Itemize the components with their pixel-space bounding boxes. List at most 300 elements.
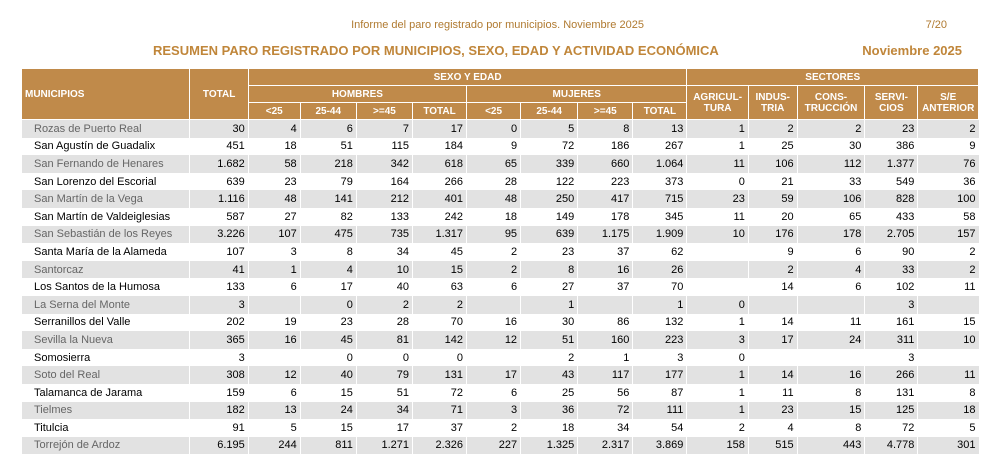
cell-agricultura: 1 (687, 120, 748, 138)
cell-industria: 176 (748, 226, 797, 244)
cell-servicios: 2.705 (865, 226, 918, 244)
cell-m-ge45: 417 (578, 190, 633, 208)
report-header (0, 19, 995, 33)
cell-total: 365 (190, 331, 248, 349)
municipios-table (21, 68, 979, 454)
cell-m-25-44: 27 (521, 278, 578, 296)
cell-h-25-44: 24 (300, 402, 356, 420)
cell-total: 182 (190, 402, 248, 420)
report-title: RESUMEN PARO REGISTRADO POR MUNICIPIOS, SEXO, EDAD Y ACTIVIDAD ECONÓMICA (153, 43, 719, 58)
header-construccion: CONS- TRUCCIÓN (797, 86, 865, 120)
cell-agricultura: 2 (687, 419, 748, 437)
cell-m-ge45 (578, 296, 633, 314)
header-mujeres: MUJERES (467, 86, 687, 103)
cell-municipio: San Agustín de Guadalix (22, 138, 190, 156)
cell-h-25-44: 79 (300, 173, 356, 191)
cell-industria: 23 (748, 402, 797, 420)
table-row (22, 278, 979, 296)
header-h-25-44: 25-44 (300, 103, 356, 120)
cell-total: 308 (190, 366, 248, 384)
cell-agricultura: 0 (687, 349, 748, 367)
cell-servicios: 549 (865, 173, 918, 191)
cell-m-lt25: 17 (467, 366, 521, 384)
cell-servicios: 386 (865, 138, 918, 156)
cell-industria: 515 (748, 437, 797, 455)
cell-industria: 14 (748, 278, 797, 296)
cell-m-25-44: 72 (521, 138, 578, 156)
cell-total: 639 (190, 173, 248, 191)
cell-municipio: Somosierra (22, 349, 190, 367)
header-sectores: SECTORES (687, 69, 979, 86)
cell-m-lt25: 2 (467, 419, 521, 437)
cell-m-25-44: 339 (521, 155, 578, 173)
cell-m-total: 54 (633, 419, 687, 437)
header-total: TOTAL (190, 69, 248, 120)
header-h-total: TOTAL (413, 103, 467, 120)
cell-h-ge45: 28 (356, 314, 412, 332)
cell-agricultura: 1 (687, 384, 748, 402)
cell-h-lt25: 3 (248, 243, 300, 261)
cell-total: 1.682 (190, 155, 248, 173)
cell-municipio: La Serna del Monte (22, 296, 190, 314)
cell-m-25-44: 43 (521, 366, 578, 384)
table-row (22, 261, 979, 279)
cell-h-total: 401 (413, 190, 467, 208)
cell-total: 133 (190, 278, 248, 296)
cell-construccion: 11 (797, 314, 865, 332)
table-row (22, 366, 979, 384)
table-row (22, 296, 979, 314)
cell-h-ge45: 7 (356, 120, 412, 138)
table-body (22, 120, 979, 455)
cell-industria (748, 349, 797, 367)
cell-m-total: 26 (633, 261, 687, 279)
cell-h-lt25 (248, 349, 300, 367)
cell-municipio: Titulcia (22, 419, 190, 437)
cell-m-ge45: 37 (578, 278, 633, 296)
cell-m-lt25: 9 (467, 138, 521, 156)
cell-construccion: 33 (797, 173, 865, 191)
cell-total: 3 (190, 296, 248, 314)
cell-m-total: 1.064 (633, 155, 687, 173)
report-date: Noviembre 2025 (862, 43, 962, 58)
cell-m-ge45: 178 (578, 208, 633, 226)
cell-m-25-44: 1.325 (521, 437, 578, 455)
cell-m-25-44: 1 (521, 296, 578, 314)
cell-m-lt25: 65 (467, 155, 521, 173)
cell-municipio: Tielmes (22, 402, 190, 420)
cell-construccion: 178 (797, 226, 865, 244)
page-number: 7/20 (925, 19, 947, 31)
cell-construccion: 2 (797, 120, 865, 138)
table-row (22, 419, 979, 437)
cell-m-total: 373 (633, 173, 687, 191)
cell-construccion: 112 (797, 155, 865, 173)
cell-servicios: 90 (865, 243, 918, 261)
cell-servicios: 23 (865, 120, 918, 138)
cell-servicios: 1.377 (865, 155, 918, 173)
cell-agricultura: 3 (687, 331, 748, 349)
cell-h-lt25: 1 (248, 261, 300, 279)
cell-industria: 2 (748, 261, 797, 279)
cell-industria: 59 (748, 190, 797, 208)
cell-servicios: 4.778 (865, 437, 918, 455)
cell-m-25-44: 18 (521, 419, 578, 437)
header-industria: INDUS- TRIA (748, 86, 797, 120)
cell-h-lt25: 13 (248, 402, 300, 420)
cell-h-25-44: 141 (300, 190, 356, 208)
cell-m-total: 345 (633, 208, 687, 226)
cell-m-total: 70 (633, 278, 687, 296)
cell-m-lt25: 48 (467, 190, 521, 208)
cell-m-ge45: 660 (578, 155, 633, 173)
cell-h-ge45: 17 (356, 419, 412, 437)
table-row (22, 208, 979, 226)
cell-h-lt25: 48 (248, 190, 300, 208)
cell-se-anterior: 2 (918, 120, 979, 138)
cell-h-25-44: 6 (300, 120, 356, 138)
header-se-anterior: S/E ANTERIOR (918, 86, 979, 120)
cell-construccion: 6 (797, 278, 865, 296)
cell-h-lt25: 4 (248, 120, 300, 138)
cell-m-ge45: 72 (578, 402, 633, 420)
cell-h-lt25: 244 (248, 437, 300, 455)
cell-h-total: 45 (413, 243, 467, 261)
cell-h-25-44: 40 (300, 366, 356, 384)
cell-se-anterior (918, 296, 979, 314)
cell-construccion: 8 (797, 384, 865, 402)
cell-m-total: 223 (633, 331, 687, 349)
cell-h-ge45: 40 (356, 278, 412, 296)
cell-agricultura: 1 (687, 314, 748, 332)
cell-se-anterior: 9 (918, 138, 979, 156)
cell-se-anterior: 11 (918, 278, 979, 296)
cell-se-anterior: 15 (918, 314, 979, 332)
cell-h-25-44: 51 (300, 138, 356, 156)
header-sexo-edad: SEXO Y EDAD (248, 69, 687, 86)
report-title-bar (0, 43, 995, 59)
cell-municipio: Sevilla la Nueva (22, 331, 190, 349)
cell-servicios: 125 (865, 402, 918, 420)
cell-se-anterior: 58 (918, 208, 979, 226)
cell-h-25-44: 811 (300, 437, 356, 455)
table-row (22, 243, 979, 261)
cell-h-total: 131 (413, 366, 467, 384)
header-municipios: MUNICIPIOS (22, 69, 190, 120)
cell-servicios: 102 (865, 278, 918, 296)
cell-agricultura: 158 (687, 437, 748, 455)
cell-agricultura: 11 (687, 155, 748, 173)
table-row (22, 437, 979, 455)
cell-m-total: 267 (633, 138, 687, 156)
cell-h-ge45: 34 (356, 402, 412, 420)
cell-industria: 4 (748, 419, 797, 437)
header-m-25-44: 25-44 (521, 103, 578, 120)
cell-agricultura: 11 (687, 208, 748, 226)
cell-h-lt25: 12 (248, 366, 300, 384)
table-row (22, 402, 979, 420)
cell-m-25-44: 30 (521, 314, 578, 332)
cell-m-25-44: 2 (521, 349, 578, 367)
cell-m-ge45: 223 (578, 173, 633, 191)
cell-construccion: 106 (797, 190, 865, 208)
cell-servicios: 266 (865, 366, 918, 384)
cell-agricultura: 10 (687, 226, 748, 244)
table-row (22, 226, 979, 244)
header-h-ge45: >=45 (356, 103, 412, 120)
cell-municipio: San Martín de Valdeiglesias (22, 208, 190, 226)
cell-total: 6.195 (190, 437, 248, 455)
cell-m-25-44: 25 (521, 384, 578, 402)
cell-h-25-44: 15 (300, 419, 356, 437)
cell-h-25-44: 17 (300, 278, 356, 296)
cell-m-total: 13 (633, 120, 687, 138)
cell-h-25-44: 475 (300, 226, 356, 244)
cell-m-lt25: 6 (467, 384, 521, 402)
cell-h-lt25 (248, 296, 300, 314)
cell-industria: 11 (748, 384, 797, 402)
cell-construccion: 4 (797, 261, 865, 279)
cell-m-25-44: 639 (521, 226, 578, 244)
cell-total: 451 (190, 138, 248, 156)
cell-h-total: 0 (413, 349, 467, 367)
cell-h-lt25: 6 (248, 278, 300, 296)
cell-m-lt25: 227 (467, 437, 521, 455)
cell-h-total: 72 (413, 384, 467, 402)
table-row (22, 190, 979, 208)
cell-m-total: 3.869 (633, 437, 687, 455)
cell-m-ge45: 37 (578, 243, 633, 261)
cell-m-total: 87 (633, 384, 687, 402)
cell-industria: 14 (748, 366, 797, 384)
table-row (22, 331, 979, 349)
cell-m-total: 62 (633, 243, 687, 261)
cell-h-ge45: 81 (356, 331, 412, 349)
cell-agricultura (687, 243, 748, 261)
table-row (22, 120, 979, 138)
cell-municipio: Talamanca de Jarama (22, 384, 190, 402)
cell-m-total: 715 (633, 190, 687, 208)
cell-m-total: 132 (633, 314, 687, 332)
table-row (22, 314, 979, 332)
cell-m-ge45: 8 (578, 120, 633, 138)
cell-construccion: 24 (797, 331, 865, 349)
cell-h-ge45: 51 (356, 384, 412, 402)
cell-m-ge45: 1 (578, 349, 633, 367)
cell-m-ge45: 1.175 (578, 226, 633, 244)
cell-agricultura: 1 (687, 366, 748, 384)
cell-servicios: 433 (865, 208, 918, 226)
cell-h-ge45: 1.271 (356, 437, 412, 455)
cell-industria: 14 (748, 314, 797, 332)
cell-total: 3.226 (190, 226, 248, 244)
cell-municipio: Soto del Real (22, 366, 190, 384)
cell-construccion: 30 (797, 138, 865, 156)
cell-construccion: 16 (797, 366, 865, 384)
cell-m-25-44: 250 (521, 190, 578, 208)
cell-total: 91 (190, 419, 248, 437)
cell-h-ge45: 0 (356, 349, 412, 367)
cell-h-ge45: 115 (356, 138, 412, 156)
cell-total: 587 (190, 208, 248, 226)
cell-industria: 21 (748, 173, 797, 191)
cell-servicios: 3 (865, 296, 918, 314)
cell-m-25-44: 5 (521, 120, 578, 138)
cell-construccion: 65 (797, 208, 865, 226)
cell-m-ge45: 117 (578, 366, 633, 384)
cell-h-ge45: 164 (356, 173, 412, 191)
cell-h-total: 2.326 (413, 437, 467, 455)
cell-industria: 17 (748, 331, 797, 349)
cell-h-lt25: 6 (248, 384, 300, 402)
cell-h-25-44: 8 (300, 243, 356, 261)
cell-h-25-44: 45 (300, 331, 356, 349)
cell-h-lt25: 5 (248, 419, 300, 437)
cell-municipio: San Lorenzo del Escorial (22, 173, 190, 191)
cell-m-lt25: 0 (467, 120, 521, 138)
cell-se-anterior: 18 (918, 402, 979, 420)
cell-m-lt25: 18 (467, 208, 521, 226)
cell-h-lt25: 16 (248, 331, 300, 349)
cell-se-anterior: 36 (918, 173, 979, 191)
table-row (22, 349, 979, 367)
cell-construccion (797, 349, 865, 367)
cell-h-ge45: 735 (356, 226, 412, 244)
cell-total: 1.116 (190, 190, 248, 208)
header-m-lt25: <25 (467, 103, 521, 120)
cell-se-anterior: 157 (918, 226, 979, 244)
cell-h-total: 2 (413, 296, 467, 314)
cell-m-lt25: 95 (467, 226, 521, 244)
cell-construccion: 8 (797, 419, 865, 437)
cell-m-lt25: 28 (467, 173, 521, 191)
cell-servicios: 72 (865, 419, 918, 437)
cell-h-total: 142 (413, 331, 467, 349)
cell-h-ge45: 34 (356, 243, 412, 261)
cell-construccion: 6 (797, 243, 865, 261)
header-hombres: HOMBRES (248, 86, 466, 103)
cell-m-25-44: 149 (521, 208, 578, 226)
cell-total: 41 (190, 261, 248, 279)
cell-municipio: San Sebastián de los Reyes (22, 226, 190, 244)
cell-m-lt25: 3 (467, 402, 521, 420)
cell-h-total: 184 (413, 138, 467, 156)
cell-m-total: 177 (633, 366, 687, 384)
cell-se-anterior: 2 (918, 261, 979, 279)
cell-municipio: Santorcaz (22, 261, 190, 279)
cell-se-anterior: 8 (918, 384, 979, 402)
cell-servicios: 3 (865, 349, 918, 367)
cell-h-lt25: 58 (248, 155, 300, 173)
cell-h-total: 63 (413, 278, 467, 296)
report-subtitle: Informe del paro registrado por municipios. Noviembre 2025 (351, 19, 644, 31)
cell-h-lt25: 27 (248, 208, 300, 226)
cell-se-anterior: 5 (918, 419, 979, 437)
cell-h-total: 17 (413, 120, 467, 138)
cell-municipio: San Fernando de Henares (22, 155, 190, 173)
cell-m-25-44: 36 (521, 402, 578, 420)
cell-m-ge45: 56 (578, 384, 633, 402)
cell-servicios: 311 (865, 331, 918, 349)
cell-agricultura: 1 (687, 138, 748, 156)
cell-total: 107 (190, 243, 248, 261)
cell-m-25-44: 122 (521, 173, 578, 191)
cell-h-total: 37 (413, 419, 467, 437)
cell-h-ge45: 79 (356, 366, 412, 384)
cell-m-ge45: 86 (578, 314, 633, 332)
cell-h-total: 71 (413, 402, 467, 420)
cell-m-lt25: 2 (467, 261, 521, 279)
cell-m-total: 3 (633, 349, 687, 367)
cell-h-lt25: 107 (248, 226, 300, 244)
cell-industria (748, 296, 797, 314)
cell-m-lt25 (467, 296, 521, 314)
cell-servicios: 828 (865, 190, 918, 208)
header-servicios: SERVI- CIOS (865, 86, 918, 120)
cell-m-ge45: 16 (578, 261, 633, 279)
cell-se-anterior (918, 349, 979, 367)
cell-municipio: Los Santos de la Humosa (22, 278, 190, 296)
cell-municipio: San Martín de la Vega (22, 190, 190, 208)
cell-agricultura: 1 (687, 402, 748, 420)
cell-h-ge45: 10 (356, 261, 412, 279)
cell-m-25-44: 8 (521, 261, 578, 279)
cell-m-lt25: 2 (467, 243, 521, 261)
cell-h-total: 70 (413, 314, 467, 332)
cell-m-total: 111 (633, 402, 687, 420)
cell-industria: 2 (748, 120, 797, 138)
cell-industria: 106 (748, 155, 797, 173)
cell-m-lt25: 12 (467, 331, 521, 349)
cell-municipio: Torrejón de Ardoz (22, 437, 190, 455)
cell-industria: 9 (748, 243, 797, 261)
cell-agricultura: 0 (687, 296, 748, 314)
cell-h-total: 618 (413, 155, 467, 173)
cell-municipio: Santa María de la Alameda (22, 243, 190, 261)
cell-h-25-44: 23 (300, 314, 356, 332)
cell-servicios: 33 (865, 261, 918, 279)
header-m-ge45: >=45 (578, 103, 633, 120)
cell-m-lt25: 6 (467, 278, 521, 296)
cell-total: 30 (190, 120, 248, 138)
cell-h-lt25: 19 (248, 314, 300, 332)
header-m-total: TOTAL (633, 103, 687, 120)
cell-agricultura: 23 (687, 190, 748, 208)
cell-se-anterior: 2 (918, 243, 979, 261)
cell-m-25-44: 51 (521, 331, 578, 349)
cell-se-anterior: 10 (918, 331, 979, 349)
cell-h-ge45: 133 (356, 208, 412, 226)
cell-m-ge45: 2.317 (578, 437, 633, 455)
cell-total: 202 (190, 314, 248, 332)
table-row (22, 384, 979, 402)
cell-industria: 25 (748, 138, 797, 156)
cell-h-total: 15 (413, 261, 467, 279)
cell-m-25-44: 23 (521, 243, 578, 261)
cell-servicios: 131 (865, 384, 918, 402)
cell-h-25-44: 218 (300, 155, 356, 173)
cell-m-total: 1.909 (633, 226, 687, 244)
cell-h-lt25: 23 (248, 173, 300, 191)
cell-agricultura: 0 (687, 173, 748, 191)
cell-industria: 20 (748, 208, 797, 226)
cell-m-lt25: 16 (467, 314, 521, 332)
cell-se-anterior: 11 (918, 366, 979, 384)
cell-agricultura (687, 261, 748, 279)
cell-h-total: 266 (413, 173, 467, 191)
cell-municipio: Rozas de Puerto Real (22, 120, 190, 138)
table-row (22, 138, 979, 156)
